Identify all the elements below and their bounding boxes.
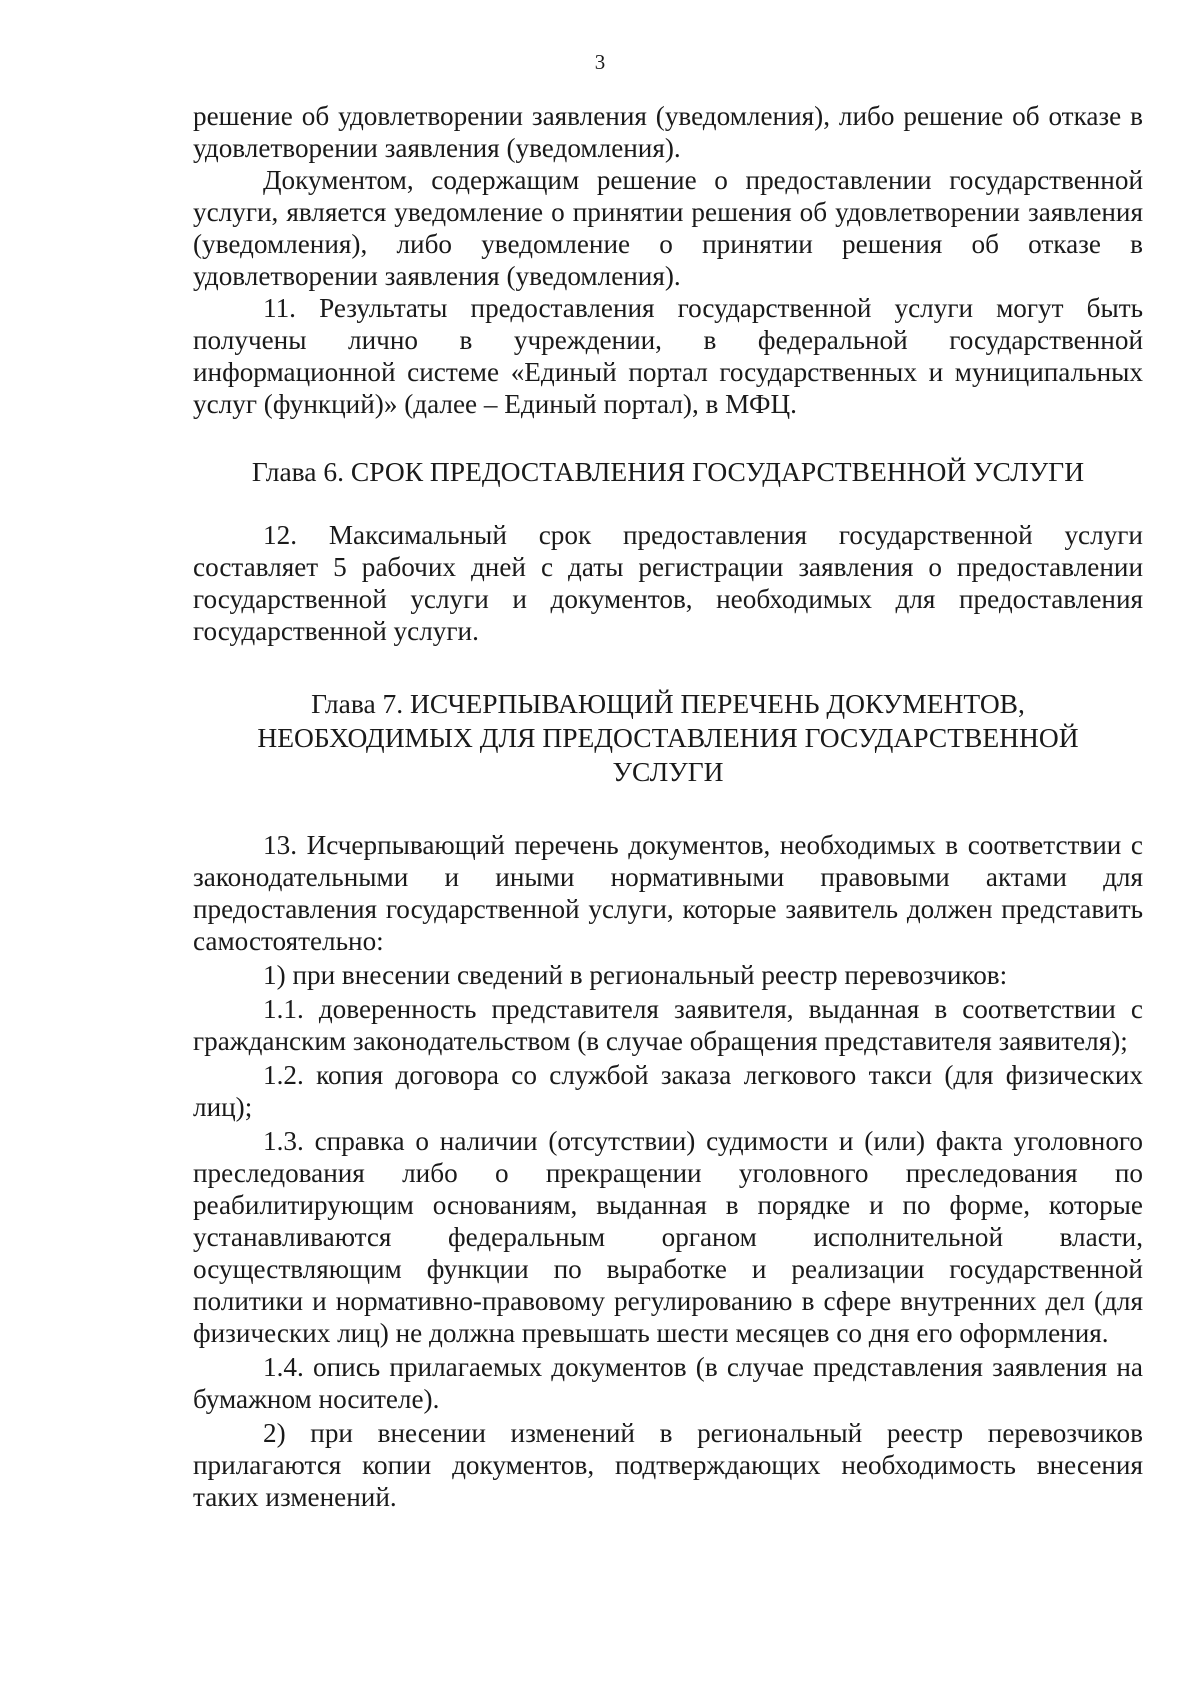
page-number: 3 — [594, 50, 606, 74]
chapter-7-heading-line-1: Глава 7. ИСЧЕРПЫВАЮЩИЙ ПЕРЕЧЕНЬ ДОКУМЕНТОВ, — [311, 688, 1025, 719]
paragraph-13: 13. Исчерпывающий перечень документов, необходимых в соответствии с законодательными и иными нормативными правовыми актами для предоставления государственной услуги, которые заявитель должен представить самостоятельно: — [193, 830, 1143, 956]
paragraph-11: 11. Результаты предоставления государственной услуги могут быть получены лично в учреждении, в федеральной государственной информационной системе «Единый портал государственных и муниципальных услуг (функций)» (далее – Единый портал), в МФЦ. — [193, 293, 1143, 419]
chapter-7-heading-line-2: НЕОБХОДИМЫХ ДЛЯ ПРЕДОСТАВЛЕНИЯ ГОСУДАРСТВЕННОЙ — [257, 722, 1079, 753]
document-body — [193, 100, 1143, 1513]
paragraph-document-decision: Документом, содержащим решение о предоставлении государственной услуги, является уведомление о принятии решения об удовлетворении заявления (уведомления), либо уведомление о принятии решения об отказе в удовлетворении заявления (уведомления). — [193, 165, 1143, 291]
chapter-7-heading — [193, 687, 1143, 789]
list-item-1-2: 1.2. копия договора со службой заказа легкового такси (для физических лиц); — [193, 1060, 1143, 1122]
chapter-6-heading: Глава 6. СРОК ПРЕДОСТАВЛЕНИЯ ГОСУДАРСТВЕННОЙ УСЛУГИ — [251, 456, 1085, 487]
list-item-1: 1) при внесении сведений в региональный реестр перевозчиков: — [263, 960, 1008, 990]
paragraph-decision: решение об удовлетворении заявления (уведомления), либо решение об отказе в удовлетворении заявления (уведомления). — [193, 101, 1143, 163]
list-item-2: 2) при внесении изменений в региональный реестр перевозчиков прилагаются копии документов, подтверждающих необходимость внесения таких изменений. — [193, 1418, 1143, 1512]
chapter-7-heading-line-3: УСЛУГИ — [612, 756, 724, 787]
list-item-1-3: 1.3. справка о наличии (отсутствии) судимости и (или) факта уголовного преследования либо о прекращении уголовного преследования по реабилитирующим основаниям, выданная в порядке и по форме, которые устанавливаются федеральным органом исполнительной власти, осуществляющим функции по выработке и реализации государственной политики и нормативно-правовому регулированию в сфере внутренних дел (для физических лиц) не должна превышать шести месяцев со дня его оформления. — [193, 1126, 1143, 1348]
paragraph-12: 12. Максимальный срок предоставления государственной услуги составляет 5 рабочих дней с даты регистрации заявления о предоставлении государственной услуги и документов, необходимых для предоставления государственной услуги. — [193, 520, 1143, 646]
list-item-1-4: 1.4. опись прилагаемых документов (в случае представления заявления на бумажном носителе). — [193, 1352, 1143, 1414]
list-item-1-1: 1.1. доверенность представителя заявителя, выданная в соответствии с гражданским законодательством (в случае обращения представителя заявителя); — [193, 994, 1143, 1056]
